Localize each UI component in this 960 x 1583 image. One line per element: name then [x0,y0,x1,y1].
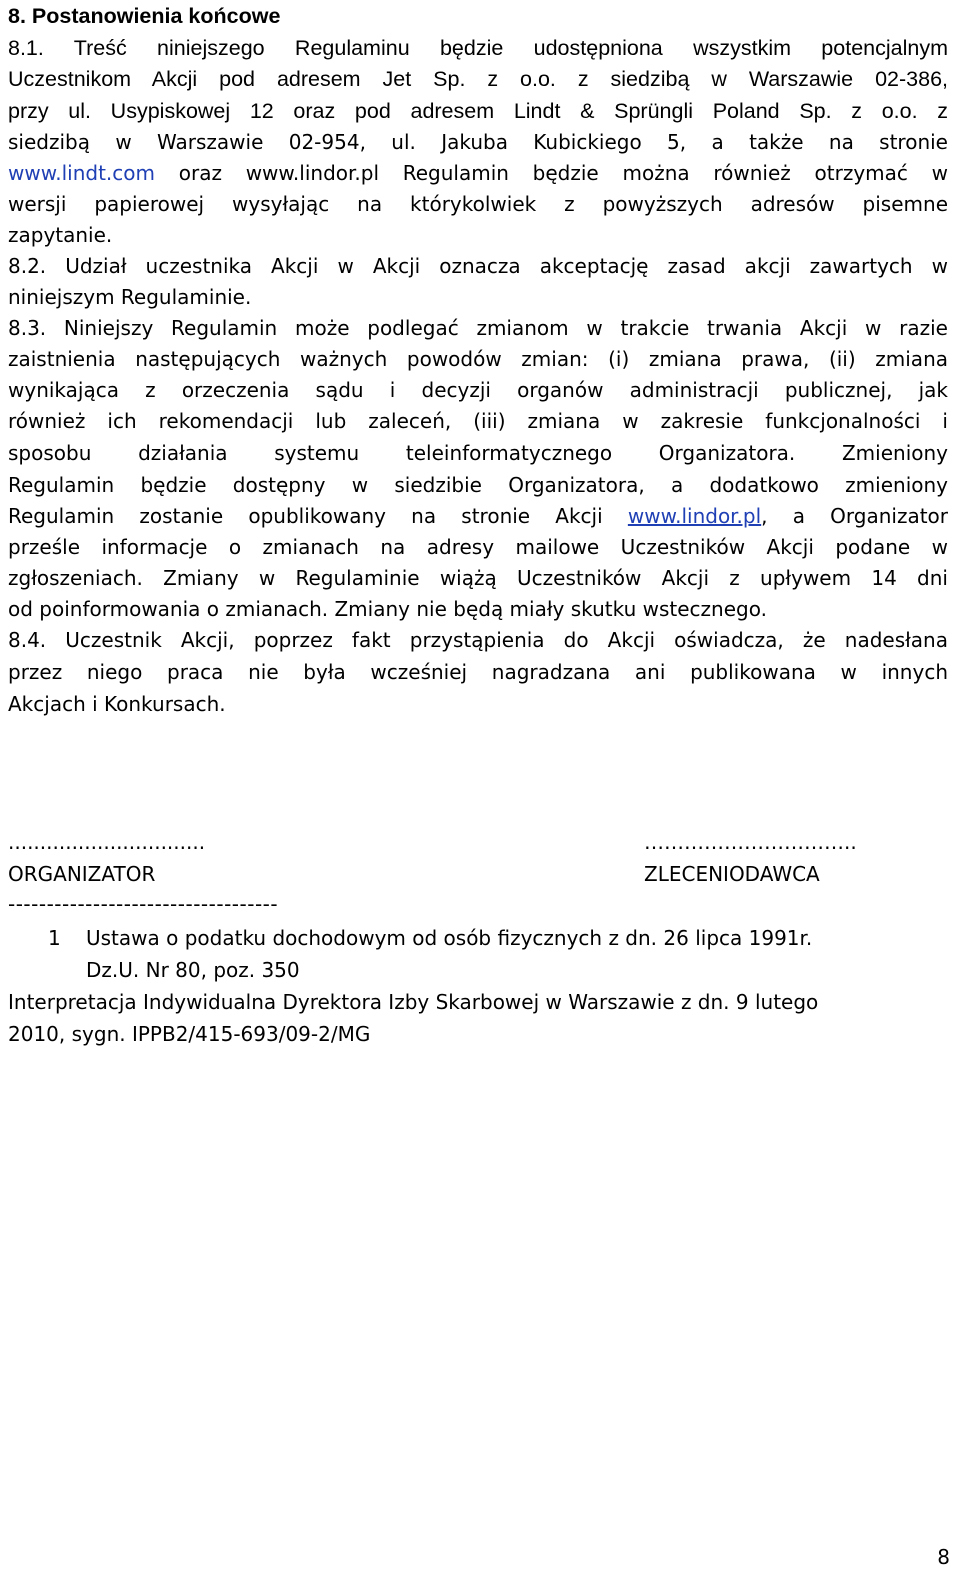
paragraph-8-2-line: 8.2. Udział uczestnika Akcji w Akcji oznacza akceptację zasad akcji zawartych w [8,254,948,278]
paragraph-8-3-line: prześle informacje o zmianach na adresy mailowe Uczestników Akcji podane w [8,535,948,559]
paragraph-8-2-line: niniejszym Regulaminie. [8,285,252,309]
paragraph-8-1-line: Uczestnikom Akcji pod adresem Jet Sp. z o.o. z siedzibą w Warszawie 02-386, [8,67,948,91]
paragraph-8-1-line: 8.1. Treść niniejszego Regulaminu będzie udostępniona wszystkim potencjalnym [8,36,948,60]
paragraph-8-1-line [8,157,948,189]
footnote-separator: ----------------------------------- [8,892,279,916]
paragraph-8-3-line [8,500,948,532]
footnote-line: 2010, sygn. IPPB2/415-693/09-2/MG [8,1022,371,1046]
paragraph-8-3-line: sposobu działania systemu teleinformatycznego Organizatora. Zmieniony [8,441,948,465]
paragraph-8-3-line: zgłoszeniach. Zmiany w Regulaminie wiążą Uczestników Akcji z upływem 14 dni [8,566,948,590]
paragraph-8-4-line: Akcjach i Konkursach. [8,692,226,716]
footnote-line: Interpretacja Indywidualna Dyrektora Izby Skarbowej w Warszawie z dn. 9 lutego [8,990,819,1014]
paragraph-8-1-line: wersji papierowej wysyłając na którykolwiek z powyższych adresów pisemne [8,192,948,216]
footnote-line: Ustawa o podatku dochodowym od osób fizycznych z dn. 26 lipca 1991r. [86,926,813,950]
section-heading: 8. Postanowienia końcowe [8,4,281,28]
paragraph-8-3-line: wynikająca z orzeczenia sądu i decyzji organów administracji publicznej, jak [8,378,948,402]
paragraph-8-4-line: 8.4. Uczestnik Akcji, poprzez fakt przystąpienia do Akcji oświadcza, że nadesłana [8,628,948,652]
paragraph-8-1-line: zapytanie. [8,223,113,247]
lindt-link[interactable]: www.lindt.com [8,161,155,185]
paragraph-8-3-line: od poinformowania o zmianach. Zmiany nie będą miały skutku wstecznego. [8,597,767,621]
paragraph-text: Regulamin zostanie opublikowany na stronie Akcji [8,504,628,528]
organizer-signature-dots: ............................... [8,830,206,854]
paragraph-8-3-line: 8.3. Niniejszy Regulamin może podlegać zmianom w trakcie trwania Akcji w razie [8,316,948,340]
lindor-link[interactable]: www.lindor.pl [627,504,762,528]
paragraph-text: , a Organizator [761,504,948,528]
paragraph-8-3-line: również ich rekomendacji lub zaleceń, (iii) zmiana w zakresie funkcjonalności i [8,409,948,433]
page-number: 8 [937,1545,950,1569]
paragraph-8-1-line: siedzibą w Warszawie 02-954, ul. Jakuba Kubickiego 5, a także na stronie [8,130,948,154]
client-signature-dots: ………………………….. [644,830,857,854]
footnote-number: 1 [48,926,61,950]
paragraph-text: oraz www.lindor.pl Regulamin będzie można również otrzymać w [155,161,948,185]
client-label: ZLECENIODAWCA [644,862,820,886]
footnote-line: Dz.U. Nr 80, poz. 350 [86,958,300,982]
organizer-label: ORGANIZATOR [8,862,156,886]
paragraph-8-1-line: przy ul. Usypiskowej 12 oraz pod adresem Lindt & Sprüngli Poland Sp. z o.o. z [8,99,948,123]
paragraph-8-4-line: przez niego praca nie była wcześniej nagradzana ani publikowana w innych [8,660,948,684]
paragraph-8-3-line: zaistnienia następujących ważnych powodów zmian: (i) zmiana prawa, (ii) zmiana [8,347,948,371]
paragraph-8-3-line: Regulamin będzie dostępny w siedzibie Organizatora, a dodatkowo zmieniony [8,473,948,497]
